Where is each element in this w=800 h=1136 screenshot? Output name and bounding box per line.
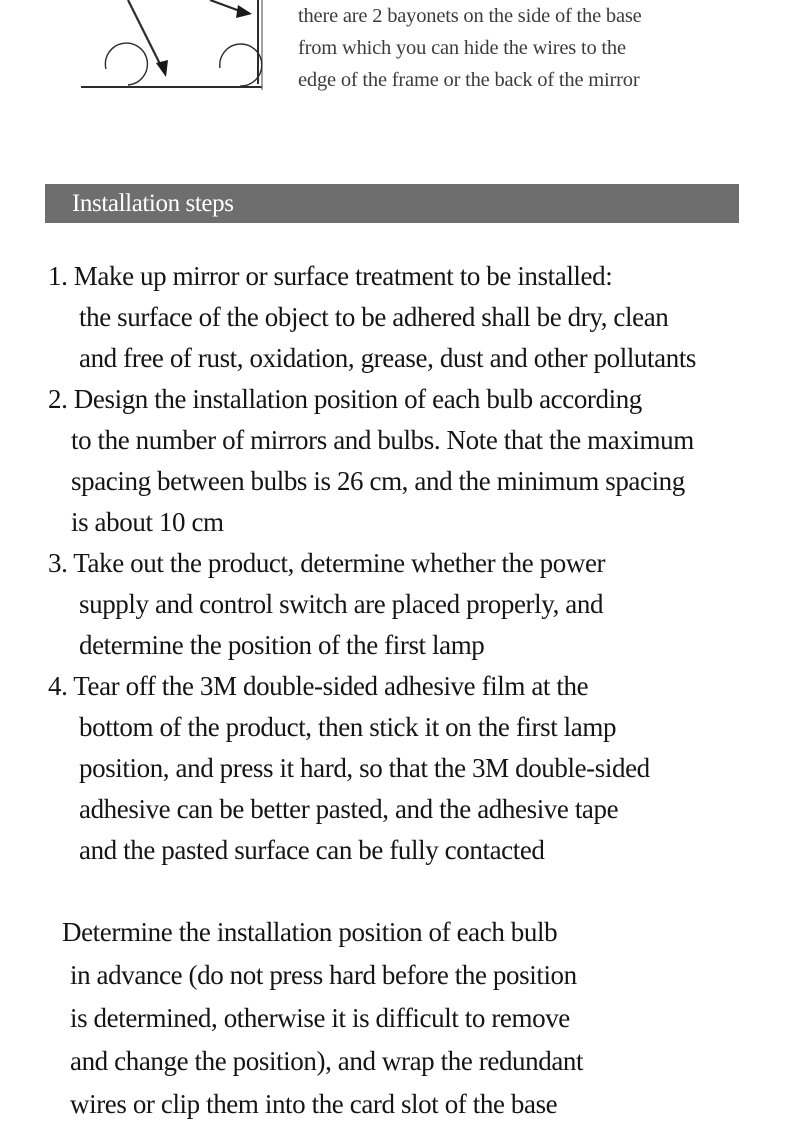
step-4-line: position, and press it hard, so that the 3M double-sided: [79, 753, 650, 783]
step-2-line: 2. Design the installation position of each bulb according: [48, 384, 642, 414]
section-header-bar: [45, 184, 739, 223]
note-line: Determine the installation position of each bulb: [62, 917, 558, 947]
step-3-line: determine the position of the first lamp: [79, 630, 485, 660]
caption-line: from which you can hide the wires to the: [298, 37, 626, 59]
arrowhead-left: [156, 60, 168, 77]
note-line: and change the position), and wrap the redundant: [70, 1046, 584, 1076]
arrow-left: [128, 0, 163, 70]
bayonet-caption: [298, 0, 778, 96]
step-1-line: and free of rust, oxidation, grease, dust and other pollutants: [79, 343, 697, 373]
arrowhead-right: [236, 5, 252, 18]
step-3-line: supply and control switch are placed properly, and: [79, 589, 604, 619]
step-4-line: adhesive can be better pasted, and the adhesive tape: [79, 794, 619, 824]
caption-line: there are 2 bayonets on the side of the base: [298, 5, 642, 27]
bayonet-diagram: [70, 0, 270, 100]
note-line: in advance (do not press hard before the position: [70, 960, 577, 990]
step-3-line: 3. Take out the product, determine whether the power: [48, 548, 606, 578]
note-line: is determined, otherwise it is difficult to remove: [70, 1003, 570, 1033]
caption-line: edge of the frame or the back of the mirror: [298, 69, 640, 91]
note-line: wires or clip them into the card slot of the base: [70, 1089, 558, 1119]
step-1-line: 1. Make up mirror or surface treatment to be installed:: [48, 261, 613, 291]
step-1-line: the surface of the object to be adhered shall be dry, clean: [79, 302, 669, 332]
left-wire-loop: [105, 43, 147, 85]
right-wire-loop: [220, 44, 262, 86]
step-2-line: to the number of mirrors and bulbs. Note that the maximum: [71, 425, 694, 455]
step-4-line: and the pasted surface can be fully contacted: [79, 835, 545, 865]
step-4-line: 4. Tear off the 3M double-sided adhesive film at the: [48, 671, 589, 701]
step-2-line: is about 10 cm: [71, 507, 224, 537]
section-title: Installation steps: [72, 190, 234, 217]
step-2-line: spacing between bulbs is 26 cm, and the minimum spacing: [71, 466, 685, 496]
step-4-line: bottom of the product, then stick it on the first lamp: [79, 712, 617, 742]
